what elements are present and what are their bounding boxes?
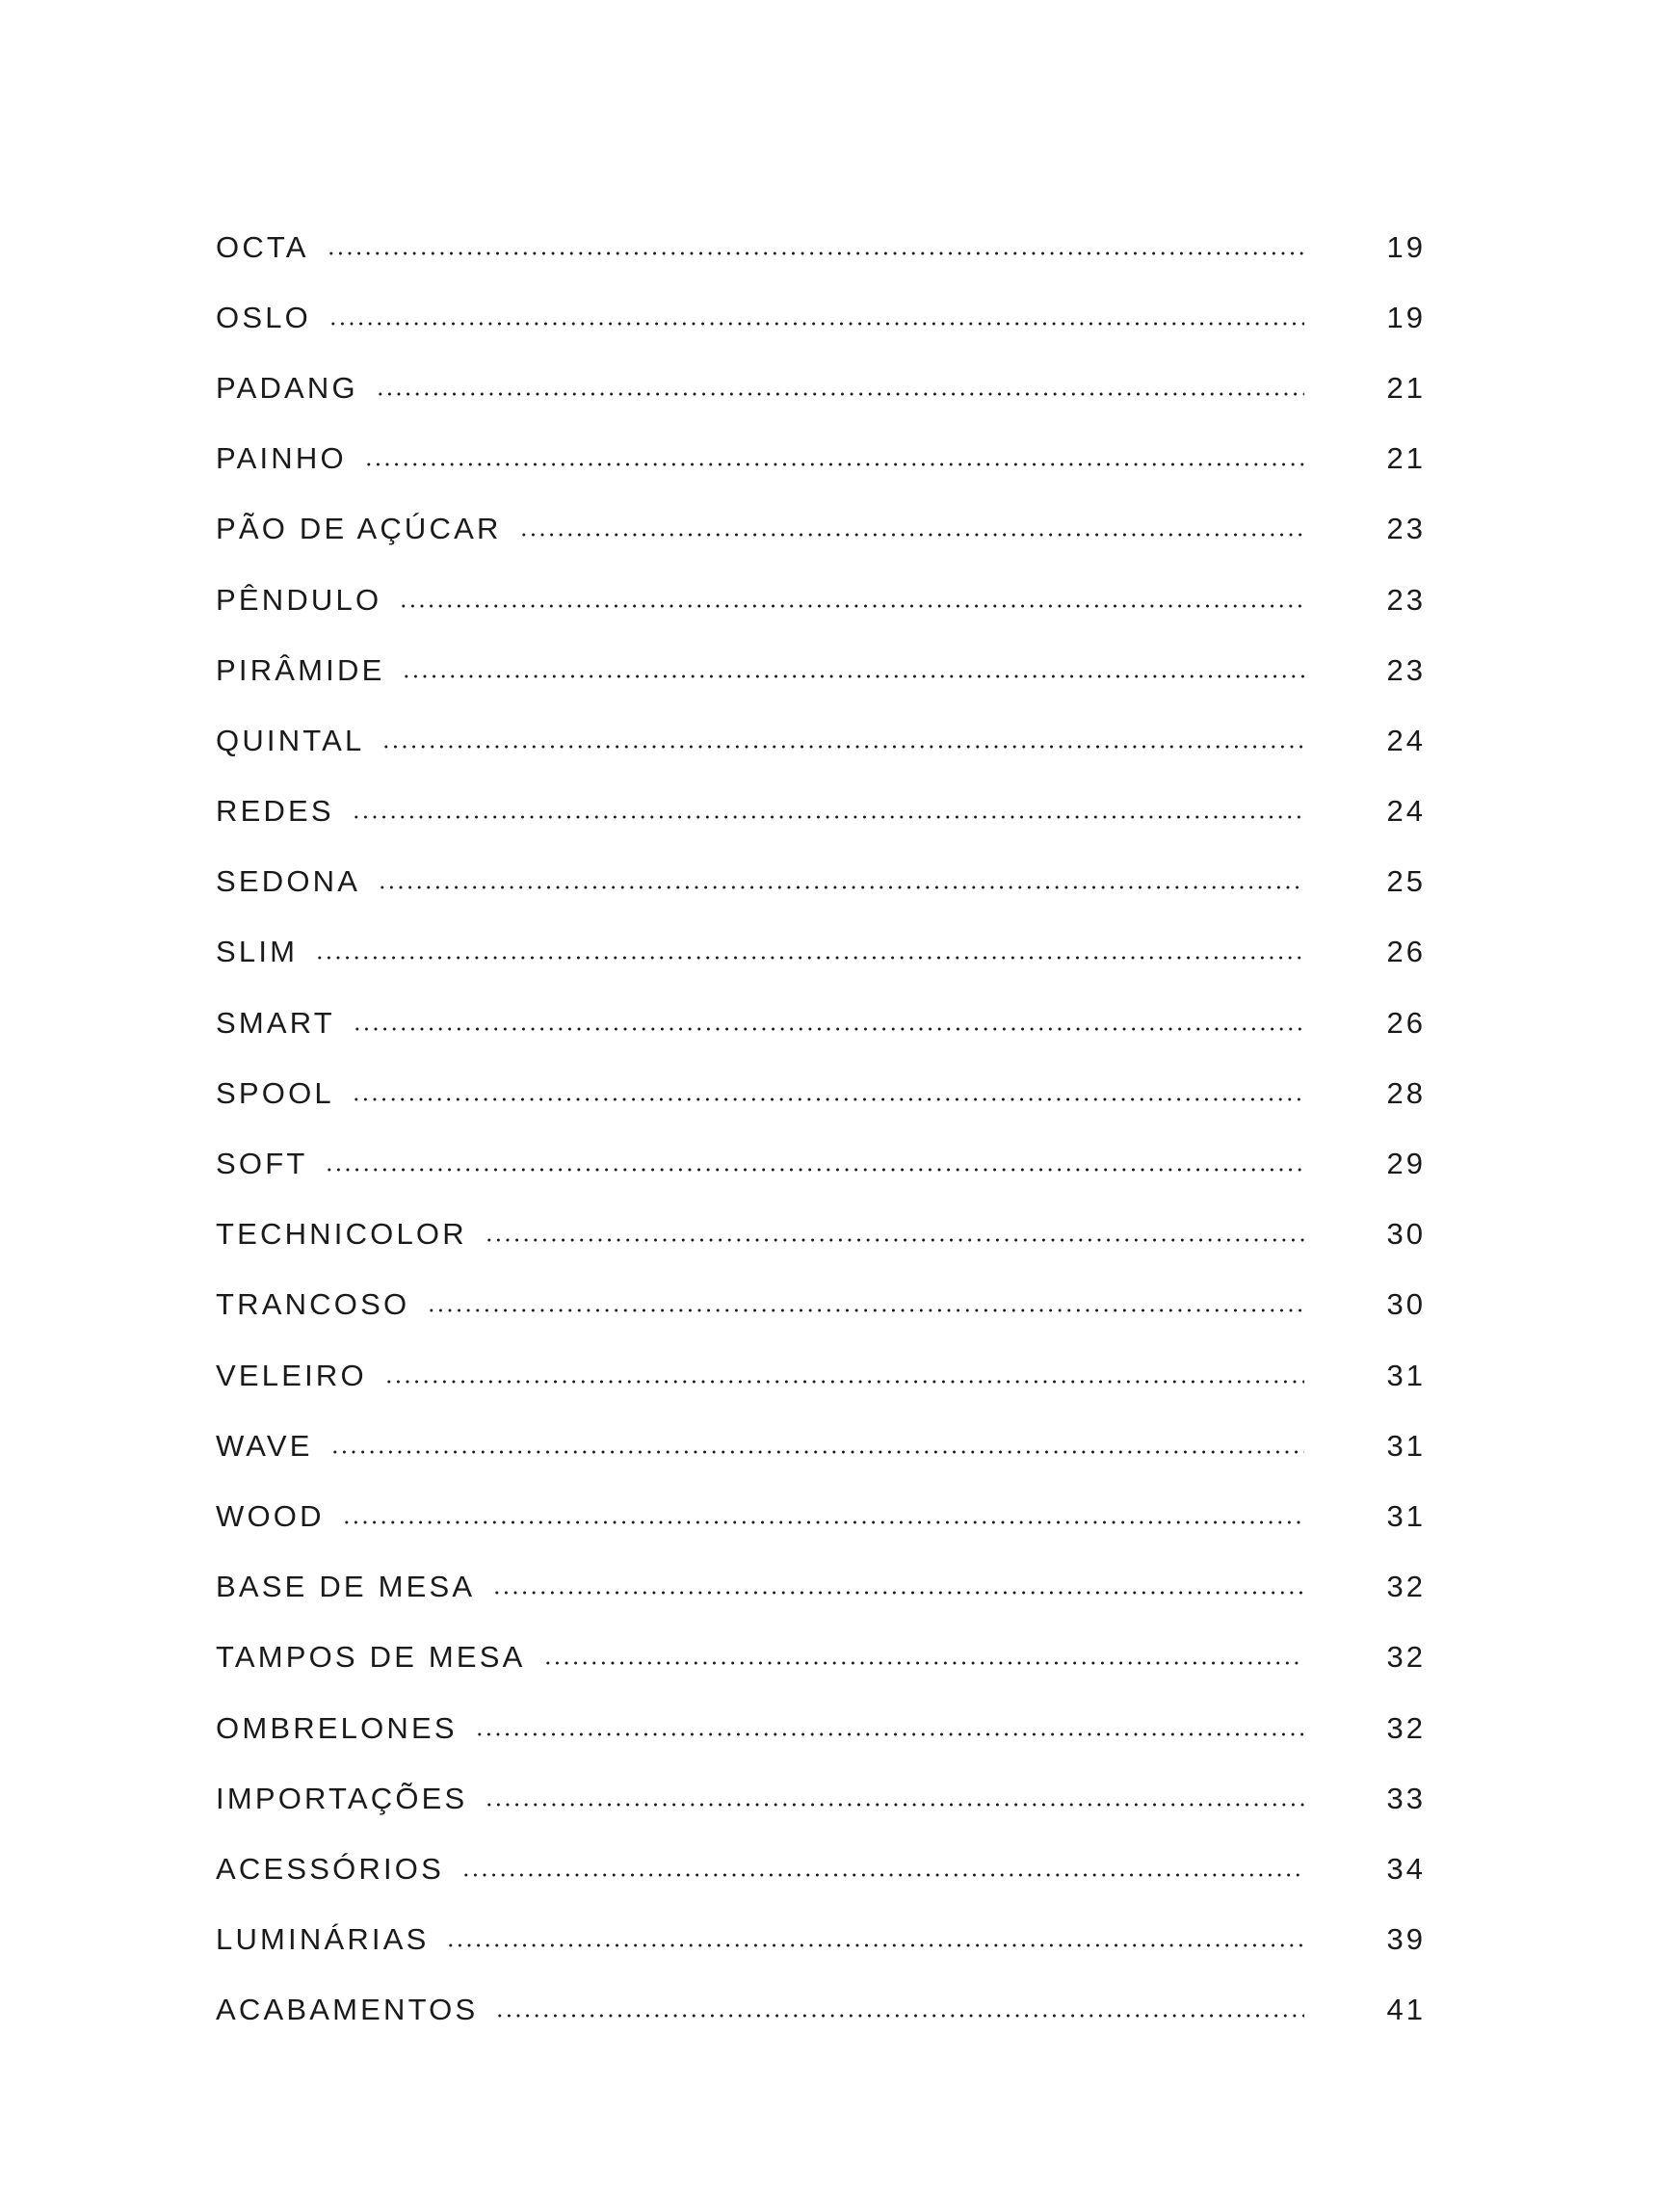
dot-leader	[353, 1026, 1304, 1032]
toc-entry[interactable]	[216, 565, 1426, 635]
toc-entry[interactable]	[216, 1340, 1426, 1411]
toc-entry[interactable]	[216, 1058, 1426, 1128]
toc-entry[interactable]	[216, 1763, 1426, 1834]
toc-entry-page: 32	[1386, 1570, 1426, 1604]
dot-leader	[461, 1872, 1304, 1878]
toc-entry-page: 24	[1386, 723, 1426, 757]
toc-entry-label: LUMINÁRIAS	[216, 1922, 430, 1957]
toc-entry-label: REDES	[216, 794, 334, 829]
toc-entry[interactable]	[216, 494, 1426, 565]
toc-entry-label: SLIM	[216, 935, 299, 969]
toc-entry-page: 34	[1386, 1851, 1426, 1886]
toc-entry-page: 29	[1386, 1147, 1426, 1181]
toc-entry-page: 41	[1386, 1993, 1426, 2027]
toc-entry-label: TRANCOSO	[216, 1287, 410, 1322]
toc-entry-page: 23	[1386, 652, 1426, 687]
toc-entry-label: PIRÂMIDE	[216, 652, 385, 687]
dot-leader	[381, 744, 1304, 750]
dot-leader	[402, 674, 1304, 679]
dot-leader	[352, 814, 1304, 820]
toc-entry-label: SOFT	[216, 1147, 308, 1181]
toc-entry-page: 21	[1386, 370, 1426, 405]
toc-entry-label: BASE DE MESA	[216, 1570, 476, 1604]
dot-leader	[475, 1731, 1304, 1737]
toc-entry[interactable]	[216, 777, 1426, 847]
toc-entry-page: 30	[1386, 1217, 1426, 1252]
toc-entry[interactable]	[216, 1834, 1426, 1904]
toc-entry-page: 28	[1386, 1075, 1426, 1110]
toc-entry[interactable]	[216, 1623, 1426, 1693]
toc-entry[interactable]	[216, 917, 1426, 988]
toc-entry[interactable]	[216, 1270, 1426, 1340]
dot-leader	[364, 462, 1304, 467]
dot-leader	[325, 1167, 1304, 1173]
toc-entry-page: 26	[1386, 935, 1426, 969]
toc-entry-page: 31	[1386, 1428, 1426, 1463]
toc-entry-label: IMPORTAÇÕES	[216, 1781, 468, 1815]
toc-entry-page: 23	[1386, 582, 1426, 617]
toc-entry-label: SPOOL	[216, 1075, 334, 1110]
dot-leader	[315, 955, 1304, 961]
toc-entry-label: PÊNDULO	[216, 582, 382, 617]
toc-entry[interactable]	[216, 1128, 1426, 1199]
toc-entry-page: 39	[1386, 1922, 1426, 1957]
toc-entry-page: 30	[1386, 1287, 1426, 1322]
toc-entry[interactable]	[216, 1411, 1426, 1481]
toc-entry-label: TAMPOS DE MESA	[216, 1640, 526, 1675]
dot-leader	[519, 532, 1304, 538]
toc-entry-label: PAINHO	[216, 441, 347, 476]
dot-leader	[384, 1379, 1304, 1385]
toc-entry-label: WAVE	[216, 1428, 313, 1463]
toc-entry-page: 25	[1386, 864, 1426, 899]
dot-leader	[446, 1942, 1304, 1948]
toc-entry-label: PADANG	[216, 370, 358, 405]
toc-entry-page: 21	[1386, 441, 1426, 476]
toc-entry[interactable]	[216, 988, 1426, 1058]
toc-entry[interactable]	[216, 424, 1426, 494]
toc-entry-label: ACESSÓRIOS	[216, 1851, 444, 1886]
dot-leader	[352, 1096, 1304, 1102]
toc-entry-page: 26	[1386, 1005, 1426, 1040]
toc-entry-page: 31	[1386, 1358, 1426, 1392]
dot-leader	[495, 2013, 1304, 2019]
dot-leader	[378, 885, 1304, 890]
toc-entry-page: 24	[1386, 794, 1426, 829]
toc-entry-label: ACABAMENTOS	[216, 1993, 479, 2027]
toc-entry-page: 19	[1386, 300, 1426, 334]
dot-leader	[427, 1308, 1304, 1313]
toc-entry-page: 32	[1386, 1710, 1426, 1745]
toc-entry[interactable]	[216, 635, 1426, 705]
dot-leader	[328, 321, 1304, 327]
toc-entry-page: 31	[1386, 1498, 1426, 1533]
dot-leader	[485, 1237, 1304, 1243]
toc-entry[interactable]	[216, 847, 1426, 917]
table-of-contents	[216, 212, 1426, 2046]
toc-entry[interactable]	[216, 1552, 1426, 1623]
toc-entry-label: OCTA	[216, 229, 309, 264]
toc-entry-label: PÃO DE AÇÚCAR	[216, 512, 502, 546]
toc-entry[interactable]	[216, 1905, 1426, 1975]
toc-entry[interactable]	[216, 282, 1426, 353]
toc-entry-label: OMBRELONES	[216, 1710, 458, 1745]
toc-entry-label: TECHNICOLOR	[216, 1217, 467, 1252]
toc-entry-label: SEDONA	[216, 864, 361, 899]
toc-entry-page: 19	[1386, 229, 1426, 264]
toc-entry-label: WOOD	[216, 1498, 325, 1533]
toc-entry-page: 32	[1386, 1640, 1426, 1675]
toc-entry[interactable]	[216, 705, 1426, 776]
toc-entry-label: OSLO	[216, 300, 311, 334]
toc-entry-label: VELEIRO	[216, 1358, 367, 1392]
toc-entry[interactable]	[216, 212, 1426, 282]
toc-entry[interactable]	[216, 353, 1426, 423]
toc-entry[interactable]	[216, 1481, 1426, 1551]
dot-leader	[342, 1519, 1304, 1525]
dot-leader	[399, 603, 1304, 609]
toc-entry-page: 33	[1386, 1781, 1426, 1815]
toc-entry[interactable]	[216, 1200, 1426, 1270]
dot-leader	[543, 1660, 1304, 1666]
dot-leader	[485, 1802, 1304, 1808]
toc-entry[interactable]	[216, 1975, 1426, 2046]
dot-leader	[327, 251, 1304, 256]
toc-entry-label: SMART	[216, 1005, 335, 1040]
toc-entry-label: QUINTAL	[216, 723, 365, 757]
dot-leader	[330, 1449, 1304, 1455]
dot-leader	[376, 391, 1304, 397]
toc-entry[interactable]	[216, 1693, 1426, 1763]
toc-entry-page: 23	[1386, 512, 1426, 546]
dot-leader	[492, 1590, 1304, 1596]
